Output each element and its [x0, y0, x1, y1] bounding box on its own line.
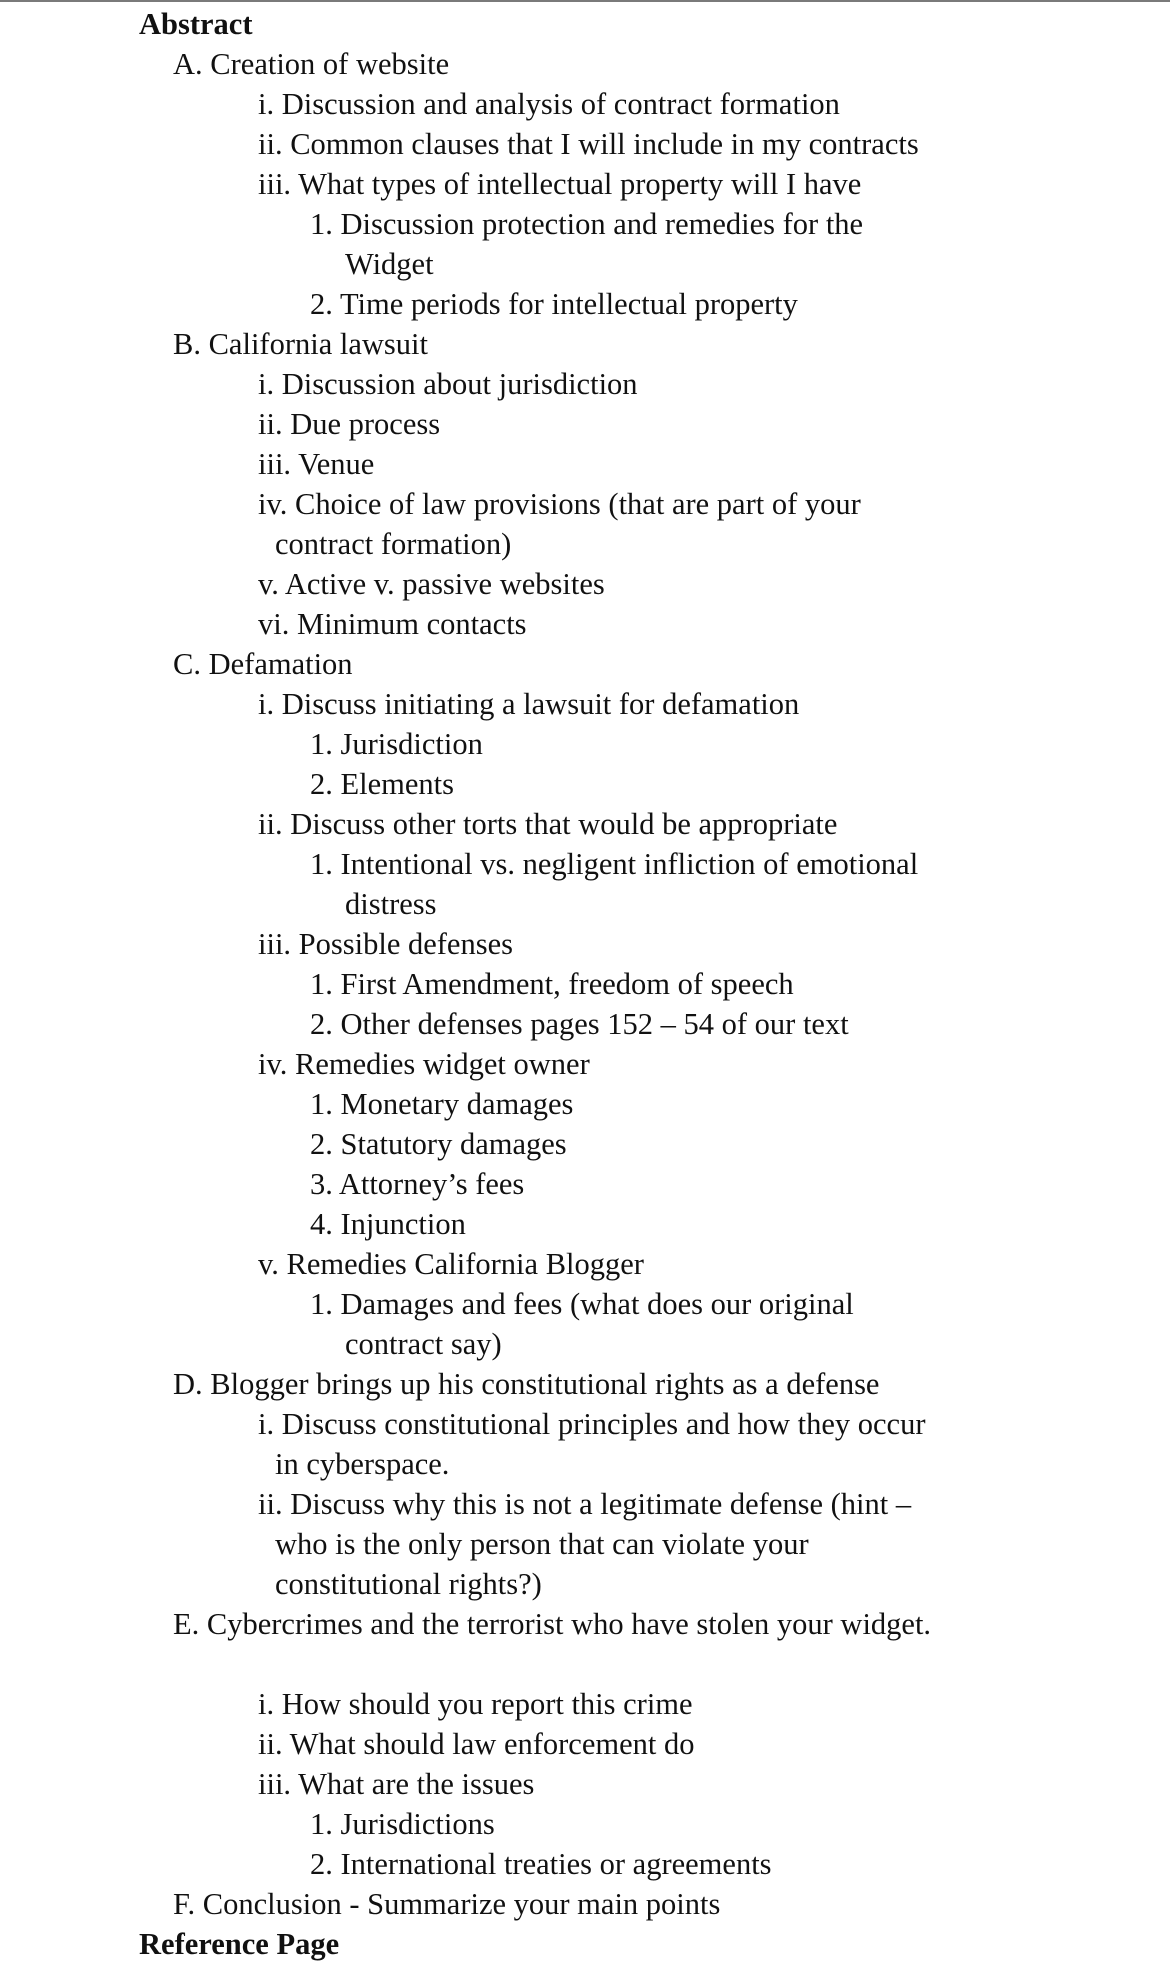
outline-document [0, 4, 1170, 1964]
outline-item-continued: who is the only person that can violate your [275, 1527, 809, 1561]
reference-page-heading: Reference Page [139, 1927, 340, 1961]
outline-subitem: 4. Injunction [310, 1207, 466, 1241]
outline-subitem: 2. Statutory damages [310, 1127, 567, 1161]
outline-item: ii. Due process [258, 407, 441, 441]
blank-line [0, 1644, 1170, 1684]
section-b-title: B. California lawsuit [173, 327, 428, 361]
outline-item-continued: constitutional rights?) [275, 1567, 542, 1601]
abstract-heading: Abstract [139, 7, 253, 41]
outline-item: i. Discuss constitutional principles and how they occur [258, 1407, 926, 1441]
section-c-title: C. Defamation [173, 647, 353, 681]
outline-subitem: 1. Damages and fees (what does our original [310, 1287, 854, 1321]
outline-item: i. Discussion and analysis of contract formation [258, 87, 840, 121]
outline-subitem: 2. Other defenses pages 152 – 54 of our text [310, 1007, 849, 1041]
outline-subitem-continued: contract say) [345, 1327, 502, 1361]
outline-item: v. Active v. passive websites [258, 567, 605, 601]
section-f-title: F. Conclusion - Summarize your main points [173, 1887, 721, 1921]
outline-subitem: 2. Time periods for intellectual property [310, 287, 798, 321]
outline-item: ii. Common clauses that I will include in my contracts [258, 127, 919, 161]
outline-item: i. How should you report this crime [258, 1687, 693, 1721]
section-a-title: A. Creation of website [173, 47, 450, 81]
outline-item: ii. Discuss why this is not a legitimate defense (hint – [258, 1487, 912, 1521]
outline-item: iii. What are the issues [258, 1767, 535, 1801]
top-rule [0, 0, 1170, 2]
outline-subitem: 1. Intentional vs. negligent infliction of emotional [310, 847, 919, 881]
outline-subitem: 1. Discussion protection and remedies for the [310, 207, 864, 241]
outline-item: v. Remedies California Blogger [258, 1247, 644, 1281]
outline-subitem: 1. Jurisdiction [310, 727, 483, 761]
outline-item: iii. Venue [258, 447, 375, 481]
section-d-title: D. Blogger brings up his constitutional rights as a defense [173, 1367, 880, 1401]
outline-item: i. Discuss initiating a lawsuit for defamation [258, 687, 800, 721]
outline-subitem: 2. International treaties or agreements [310, 1847, 772, 1881]
outline-item: ii. Discuss other torts that would be appropriate [258, 807, 838, 841]
outline-subitem: 1. Jurisdictions [310, 1807, 495, 1841]
outline-subitem: 1. First Amendment, freedom of speech [310, 967, 794, 1001]
outline-subitem: 3. Attorney’s fees [310, 1167, 525, 1201]
outline-item: iii. What types of intellectual property will I have [258, 167, 862, 201]
outline-item-continued: in cyberspace. [275, 1447, 450, 1481]
outline-item: iv. Remedies widget owner [258, 1047, 590, 1081]
outline-item: vi. Minimum contacts [258, 607, 527, 641]
outline-subitem: 2. Elements [310, 767, 454, 801]
outline-subitem-continued: distress [345, 887, 437, 921]
outline-subitem: 1. Monetary damages [310, 1087, 574, 1121]
outline-subitem-continued: Widget [345, 247, 434, 281]
outline-item: iv. Choice of law provisions (that are part of your [258, 487, 861, 521]
section-e-title: E. Cybercrimes and the terrorist who have stolen your widget. [173, 1607, 932, 1641]
outline-item: iii. Possible defenses [258, 927, 513, 961]
outline-item-continued: contract formation) [275, 527, 512, 561]
outline-item: ii. What should law enforcement do [258, 1727, 695, 1761]
outline-item: i. Discussion about jurisdiction [258, 367, 638, 401]
